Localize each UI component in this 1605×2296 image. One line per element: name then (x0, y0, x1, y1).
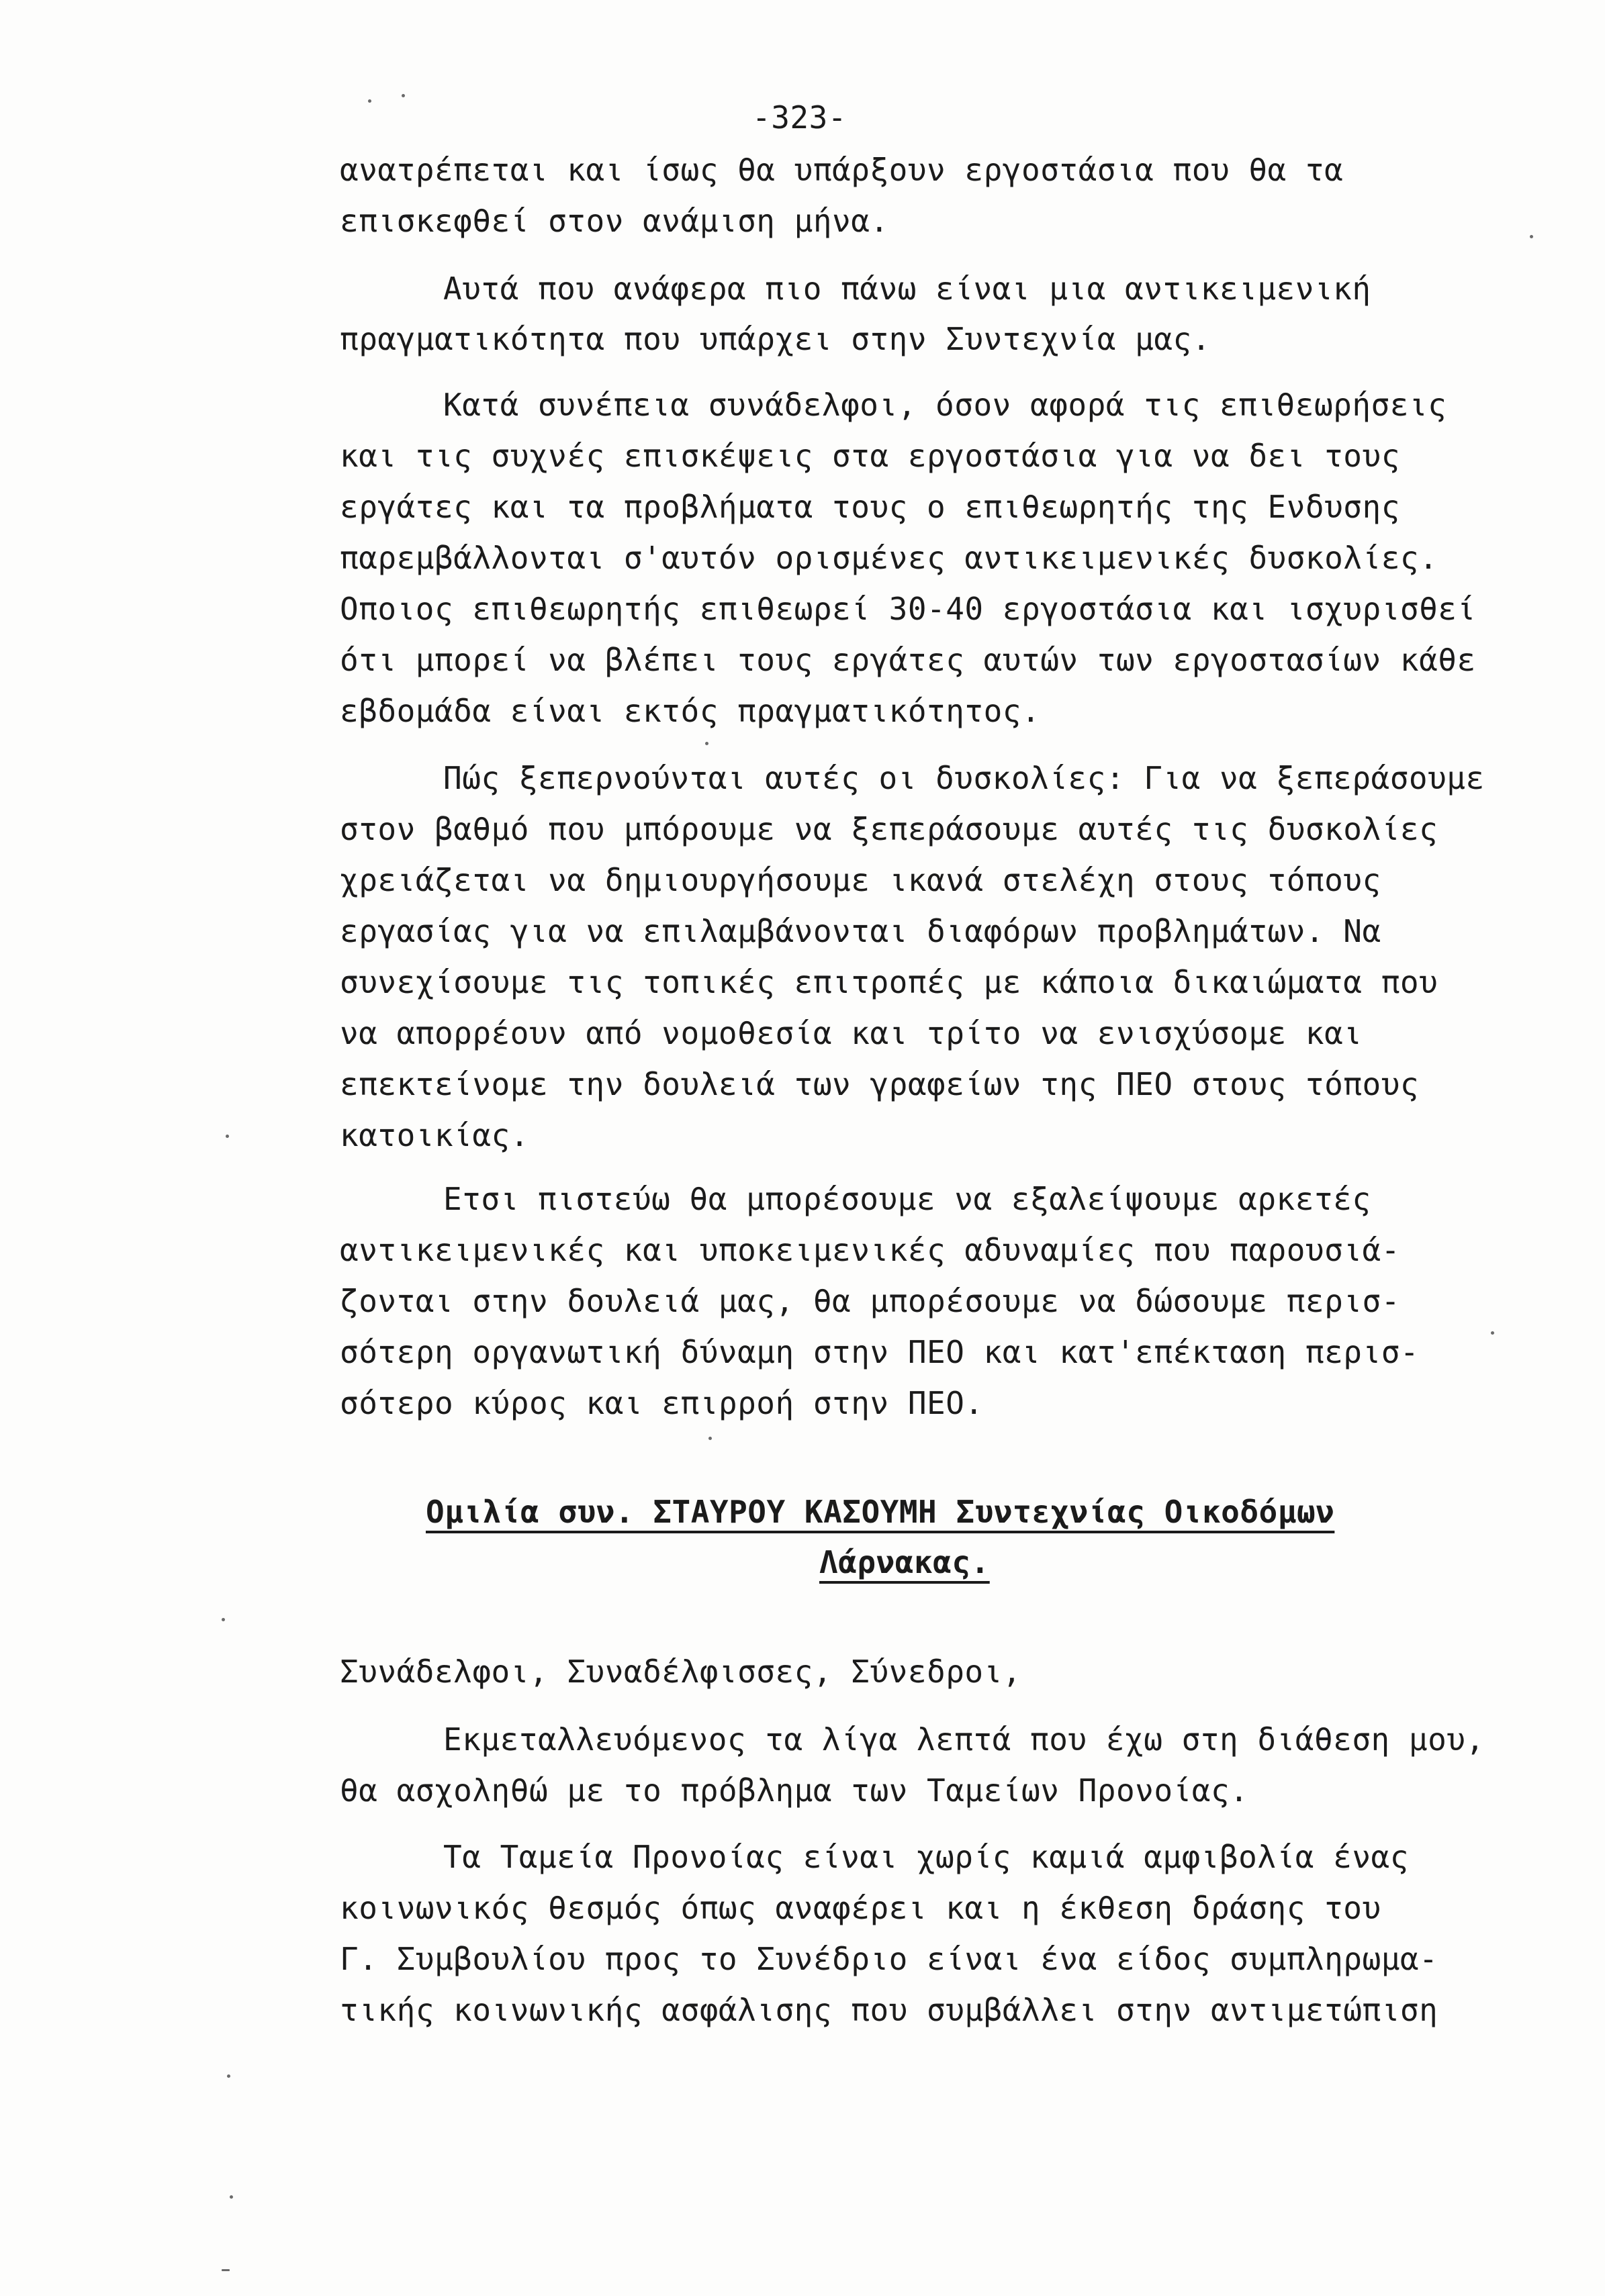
text-line: Κατά συνέπεια συνάδελφοι, όσον αφορά τις επιθεωρήσεις (443, 387, 1447, 423)
text-line: να απορρέουν από νομοθεσία και τρίτο να ενισχύσομε και (340, 1015, 1363, 1051)
text-line: σότερο κύρος και επιρροή στην ΠΕΟ. (340, 1385, 984, 1421)
scan-speck (222, 2269, 230, 2271)
text-line: Ετσι πιστεύω θα μπορέσουμε να εξαλείψουμε αρκετές (443, 1181, 1371, 1217)
text-line: Αυτά που ανάφερα πιο πάνω είναι μια αντικειμενική (443, 271, 1371, 307)
text-line: Γ. Συμβουλίου προς το Συνέδριο είναι ένα είδος συμπληρωμα- (340, 1941, 1438, 1977)
scan-speck (227, 2074, 230, 2078)
text-line: ότι μπορεί να βλέπει τους εργάτες αυτών των εργοστασίων κάθε (340, 642, 1476, 678)
text-line: πραγματικότητα που υπάρχει στην Συντεχνία μας. (340, 321, 1211, 357)
scan-speck (402, 94, 405, 97)
text-line: εργάτες και τα προβλήματα τους ο επιθεωρητής της Ενδυσης (340, 489, 1400, 525)
page-number: -323- (752, 99, 847, 136)
text-line: παρεμβάλλονται σ'αυτόν ορισμένες αντικειμενικές δυσκολίες. (340, 540, 1438, 576)
text-line: επισκεφθεί στον ανάμιση μήνα. (340, 203, 889, 239)
text-line: Πώς ξεπερνούνται αυτές οι δυσκολίες: Για να ξεπεράσουμε (443, 760, 1485, 796)
scan-speck (1491, 1331, 1494, 1335)
text-line: ζονται στην δουλειά μας, θα μπορέσουμε να δώσουμε περισ- (340, 1283, 1400, 1319)
scan-speck (708, 1437, 712, 1440)
speech-heading-location: Λάρνακας. (819, 1544, 990, 1580)
text-line: κατοικίας. (340, 1117, 529, 1153)
text-line: τικής κοινωνικής ασφάλισης που συμβάλλει στην αντιμετώπιση (340, 1992, 1438, 2028)
scan-speck (226, 1135, 229, 1138)
text-line: κοινωνικός θεσμός όπως αναφέρει και η έκθεση δράσης του (340, 1890, 1381, 1926)
text-line: χρειάζεται να δημιουργήσουμε ικανά στελέχη στους τόπους (340, 862, 1381, 898)
text-line: Εκμεταλλευόμενος τα λίγα λεπτά που έχω στη διάθεση μου, (443, 1721, 1485, 1758)
speech-heading: Ομιλία συν. ΣΤΑΥΡΟΥ ΚΑΣΟΥΜΗ Συντεχνίας Οικοδόμων (426, 1494, 1335, 1530)
salutation-line: Συνάδελφοι, Συναδέλφισσες, Σύνεδροι, (340, 1654, 1021, 1690)
text-line: συνεχίσουμε τις τοπικές επιτροπές με κάποια δικαιώματα που (340, 964, 1438, 1000)
scan-speck (1530, 235, 1533, 238)
text-line: στον βαθμό που μπόρουμε να ξεπεράσουμε αυτές τις δυσκολίες (340, 811, 1438, 847)
text-line: σότερη οργανωτική δύναμη στην ΠΕΟ και κατ'επέκταση περισ- (340, 1334, 1420, 1370)
scan-speck (230, 2195, 233, 2199)
scan-speck (705, 742, 708, 745)
text-line: αντικειμενικές και υποκειμενικές αδυναμίες που παρουσιά- (340, 1232, 1400, 1268)
scan-speck (368, 99, 371, 103)
text-line: εργασίας για να επιλαμβάνονται διαφόρων προβλημάτων. Να (340, 913, 1381, 949)
text-line: θα ασχοληθώ με το πρόβλημα των Ταμείων Προνοίας. (340, 1772, 1249, 1809)
text-line: επεκτείνομε την δουλειά των γραφείων της ΠΕΟ στους τόπους (340, 1066, 1420, 1102)
text-line: Οποιος επιθεωρητής επιθεωρεί 30-40 εργοστάσια και ισχυρισθεί (340, 591, 1476, 627)
text-line: και τις συχνές επισκέψεις στα εργοστάσια για να δει τους (340, 438, 1400, 474)
text-line: Τα Ταμεία Προνοίας είναι χωρίς καμιά αμφιβολία ένας (443, 1839, 1409, 1875)
text-line: εβδομάδα είναι εκτός πραγματικότητος. (340, 693, 1041, 729)
scan-speck (222, 1618, 225, 1621)
text-line: ανατρέπεται και ίσως θα υπάρξουν εργοστάσια που θα τα (340, 152, 1344, 188)
